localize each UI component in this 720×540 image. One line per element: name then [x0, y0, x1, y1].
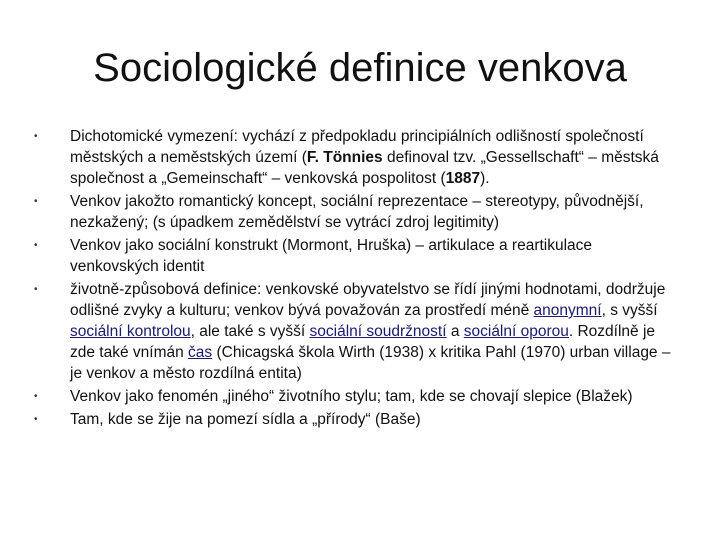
bold-year: 1887: [445, 170, 481, 187]
bullet-list: [34, 126, 684, 432]
bullet-item-romantic: [34, 191, 684, 233]
text-run: definoval tzv. „Gessellschaft“ – městská společnost a „Gemeinschaft“ – venkovská pospolitost (: [70, 149, 659, 187]
link-anonymni[interactable]: anonymní: [533, 302, 602, 319]
bullet-icon: •: [34, 414, 38, 425]
bullet-icon: •: [34, 284, 38, 295]
slide-title: Sociologické definice venkova: [93, 46, 627, 90]
text-run: životně-způsobová definice: venkovské obyvatelstvo se řídí jinými hodnotami, dodržuje odlišné zvyky a kulturu; venkov bývá považován za prostředí méně: [70, 281, 666, 319]
text-run: a: [446, 323, 464, 340]
bullet-text: Venkov jakožto romantický koncept, sociální reprezentace – stereotypy, původnější, nezkažený; (s úpadkem zemědělství se vytrácí zdroj legitimity): [70, 193, 644, 231]
link-cas[interactable]: čas: [188, 344, 213, 361]
text-run: , ale také s vyšší: [190, 323, 310, 340]
link-socialni-opora[interactable]: sociální oporou: [463, 323, 569, 340]
bullet-item-lifestyle: [34, 279, 684, 384]
link-socialni-kontrola[interactable]: sociální kontrolou: [70, 323, 191, 340]
bullet-text: [70, 128, 659, 187]
text-run: . Rozdílně je zde také vnímán: [70, 323, 656, 361]
bold-name: F. Tönnies: [306, 149, 383, 166]
bullet-text: [70, 281, 670, 382]
text-run: ).: [480, 170, 490, 187]
bullet-text: Venkov jako sociální konstrukt (Mormont, Hruška) – artikulace a reartikulace venkovských identit: [70, 237, 593, 275]
text-run: (Chicagská škola Wirth (1938) x kritika Pahl (1970) urban village – je venkov a město rozdílná entita): [70, 344, 671, 382]
bullet-icon: •: [34, 131, 38, 142]
bullet-text: Venkov jako fenomén „jiného“ životního stylu; tam, kde se chovají slepice (Blažek): [70, 388, 633, 405]
bullet-icon: •: [34, 391, 38, 402]
link-socialni-soudrznost[interactable]: sociální soudržností: [309, 323, 447, 340]
bullet-item-phenomenon: [34, 386, 684, 407]
text-run: , s vyšší: [601, 302, 658, 319]
bullet-item-construct: [34, 235, 684, 277]
bullet-item-borderland: [34, 409, 684, 430]
bullet-item-dichotomic: [34, 126, 684, 189]
text-run: Dichotomické vymezení: vychází z předpokladu principiálních odlišností společností městských a neměstských území (: [70, 128, 644, 166]
bullet-text: Tam, kde se žije na pomezí sídla a „přírody“ (Baše): [70, 411, 421, 428]
bullet-icon: •: [34, 196, 38, 207]
bullet-icon: •: [34, 240, 38, 251]
